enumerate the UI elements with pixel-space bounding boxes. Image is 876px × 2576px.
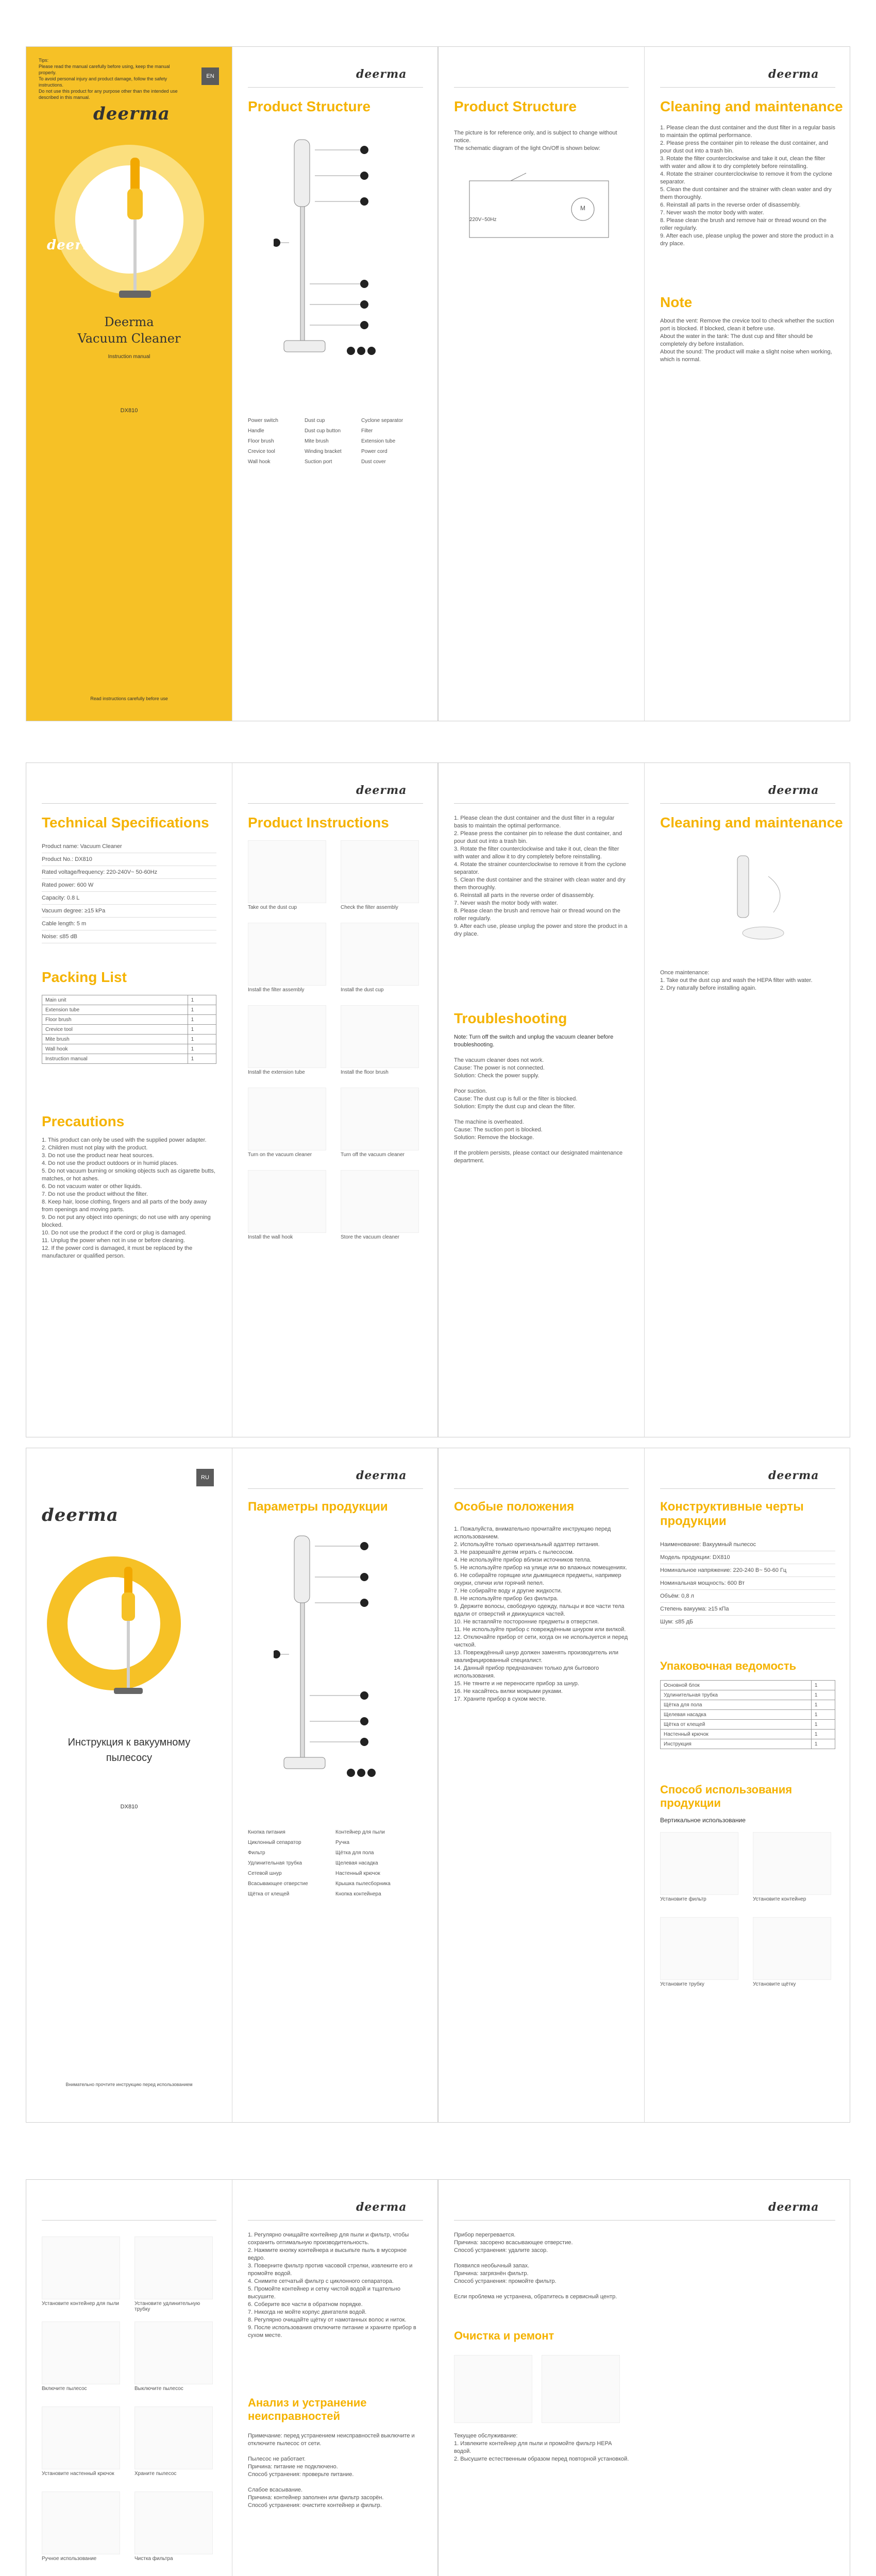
section-title-clean-ru: Очистка и ремонт (454, 2329, 554, 2342)
spec-item: Наименование: Вакуумный пылесос (660, 1538, 835, 1551)
ru-packing-table (660, 1680, 835, 1749)
header-rule (248, 803, 423, 804)
step-figure (134, 2406, 213, 2469)
step-figure (660, 1832, 738, 1895)
header-rule (660, 803, 835, 804)
packing-table (42, 995, 216, 1064)
brand-logo-header: deerma (356, 784, 407, 797)
legend-item: Dust cup button (305, 428, 341, 434)
table-row (42, 1005, 216, 1015)
brand-logo-header: deerma (768, 2200, 819, 2214)
ru-construct-panel (645, 1448, 850, 2122)
legend-item: Фильтр (248, 1850, 265, 1856)
spec-item: Product name: Vacuum Cleaner (42, 840, 216, 853)
section-title-cleaning: Cleaning and maintenance (660, 98, 843, 114)
structure-panel (232, 47, 438, 721)
spec-item: Capacity: 0.8 L (42, 892, 216, 905)
step-caption: Установите трубку (660, 1981, 704, 1987)
cover-title-1: Deerma (104, 315, 154, 329)
table-row (42, 1025, 216, 1035)
header-rule (454, 803, 629, 804)
legend-item: Floor brush (248, 438, 274, 444)
cleaning-body: 1. Please clean the dust container and the dust filter in a regular basis to maintain the optimal performance. 2. Please press the container pin to release the dust container, and pour dust out into a trash bin. 3. Rotate the filter counterclockwise and take it out, clean the filter with water and allow it to dry completely before reinstalling. 4. Rotate the strainer counterclockwise to remove it from the cyclone separator. 5. Clean the dust container and the strainer with clean water and dry them thoroughly. 6. Reinstall all parts in the reverse order of disassembly. 7. Never wash the motor body with water. 8. Please clean the brush and remove hair or thread wound on the roller regularly. 9. After each use, please unplug the power and store the product in a dry place. (660, 125, 835, 247)
step-caption: Install the floor brush (341, 1070, 389, 1075)
step-figure (42, 2492, 120, 2554)
page-en-trouble (438, 762, 850, 1437)
header-rule (454, 2220, 835, 2221)
table-row (42, 1044, 216, 1054)
ru-middle-panel (232, 2180, 438, 2576)
vacuum-illustration (104, 158, 165, 307)
legend-item: Кнопка контейнера (335, 1891, 381, 1897)
cell: 1 (811, 1681, 835, 1690)
cell: Instruction manual (42, 1054, 188, 1064)
step-figure (42, 2321, 120, 2384)
instr-text-panel (439, 763, 645, 1437)
structure2-panel (439, 47, 645, 721)
legend-item: Ручка (335, 1840, 350, 1845)
legend-item: Handle (248, 428, 264, 434)
step-figure (248, 1088, 326, 1150)
cell: Extension tube (42, 1005, 188, 1015)
header-rule (42, 803, 216, 804)
ru-trouble-body: Примечание: перед устранением неисправностей выключите и отключите пылесос от сети. Пылесос не работает. Причина: питание не подключено. Способ устранения: проверьте питание. Слабое всасывание. Причина: контейнер заполнен или фильтр засорён. Способ устранения: очистите контейнер и фильтр. (248, 2433, 415, 2509)
spec-item: Шум: ≤85 дБ (660, 1616, 835, 1629)
legend-item: Power cord (361, 449, 388, 454)
cell: 1 (811, 1730, 835, 1739)
section-title-specs: Technical Specifications (42, 815, 209, 831)
ru-clean-panel (439, 2180, 850, 2576)
legend-item: Wall hook (248, 459, 271, 465)
page-en-cleaning (438, 46, 850, 721)
legend-item: Сетевой шнур (248, 1871, 282, 1876)
table-row (661, 1739, 835, 1749)
cell: 1 (188, 1054, 216, 1064)
cell: Floor brush (42, 1015, 188, 1025)
table-row (42, 1015, 216, 1025)
page-ru-cover (26, 1448, 438, 2123)
step-caption: Turn off the vacuum cleaner (341, 1152, 405, 1158)
troubleshooting-note: Note: Turn off the switch and unplug the vacuum cleaner before troubleshooting. (454, 1034, 614, 1048)
cell: 1 (188, 1025, 216, 1035)
specs-panel (26, 763, 232, 1437)
legend-item: Power switch (248, 418, 278, 423)
brand-logo-header: deerma (356, 67, 407, 81)
ru-cover-panel (26, 1448, 232, 2122)
step-caption: Установите удлинительную трубку (134, 2301, 200, 2312)
cell: 1 (188, 1035, 216, 1044)
spec-item: Noise: ≤85 dB (42, 930, 216, 943)
spec-item: Rated voltage/frequency: 220-240V~ 50-60Hz (42, 866, 216, 879)
clean-figure (542, 2355, 620, 2423)
section-title-trouble-ru: Анализ и устранение неисправностей (248, 2396, 367, 2422)
table-row (42, 995, 216, 1005)
table-row (661, 1720, 835, 1730)
cell: 1 (188, 1005, 216, 1015)
brand-logo: deerma (42, 1505, 119, 1526)
page-ru-steps (26, 2179, 438, 2576)
step-figure (341, 1088, 419, 1150)
legend-item: Winding bracket (305, 449, 342, 454)
cleaning2-panel (645, 763, 850, 1437)
legend-item: Удлинительная трубка (248, 1860, 302, 1866)
legend-item: Настенный крючок (335, 1871, 380, 1876)
cover-model: DX810 (120, 408, 138, 414)
cleaning-text-repeat: 1. Please clean the dust container and the dust filter in a regular basis to maintain the optimal performance. 2. Please press the container pin to release the dust container, and pour dust out into a trash bin. 3. Rotate the filter counterclockwise and take it out, clean the filter with water and allow it to dry completely before reinstalling. 4. Rotate the strainer counterclockwise to remove it from the cyclone separator. 5. Clean the dust container and the strainer with clean water and dry them thoroughly. 6. Reinstall all parts in the reverse order of disassembly. 7. Never wash the motor body with water. 8. Please clean the brush and remove hair or thread wound on the roller regularly. 9. After each use, please unplug the power and store the product in a dry place. (454, 815, 628, 937)
language-badge: EN (201, 67, 219, 85)
step-caption: Install the wall hook (248, 1234, 293, 1240)
step-caption: Включите пылесос (42, 2386, 87, 2392)
legend-item: Dust cup (305, 418, 325, 423)
header-rule (248, 1488, 423, 1489)
cell: 1 (188, 1015, 216, 1025)
legend-item: Контейнер для пыли (335, 1829, 385, 1835)
step-figure (134, 2236, 213, 2299)
step-caption: Установите щётку (753, 1981, 796, 1987)
spec-item: Степень вакуума: ≥15 кПа (660, 1603, 835, 1616)
header-rule (454, 87, 629, 88)
page-ru-special (438, 1448, 850, 2123)
step-caption: Установите контейнер (753, 1896, 806, 1902)
params-diagram (274, 1526, 392, 1814)
legend-item: Крышка пылесборника (335, 1881, 391, 1887)
step-figure (341, 923, 419, 986)
step-figure (341, 1170, 419, 1233)
note-body: About the vent: Remove the crevice tool to check whether the suction port is blocked. If blocked, clean it before use. About the water in the tank: The dust cup and filter should be completely dry before installation. About the sound: The product will make a slight noise when working, which is normal. (660, 318, 834, 363)
spec-item: Номинальная мощность: 600 Вт (660, 1577, 835, 1590)
circuit-motor: M (580, 205, 585, 212)
ru-cover-model: DX810 (120, 1804, 138, 1810)
step-caption: Install the filter assembly (248, 987, 305, 993)
table-row (661, 1710, 835, 1720)
spec-item: Product No.: DX810 (42, 853, 216, 866)
ru-clean-body: Текущее обслуживание: 1. Извлеките контейнер для пыли и промойте фильтр HEPA водой. 2. Высушите естественным образом перед повторной установкой. (454, 2433, 629, 2462)
step-figure (341, 1005, 419, 1068)
section-title-troubleshooting: Troubleshooting (454, 1010, 567, 1026)
cell: Инструкция (661, 1739, 812, 1749)
ru-right-body: Прибор перегревается. Причина: засорено всасывающее отверстие. Способ устранения: удалите засор. Появился необычный запах. Причина: загрязнён фильтр. Способ устранения: промойте фильтр. Если проблема не устранена, обратитесь в сервисный центр. (454, 2232, 617, 2300)
step-caption: Install the dust cup (341, 987, 384, 993)
cell: 1 (811, 1739, 835, 1749)
section-title-precautions: Precautions (42, 1113, 125, 1129)
step-figure (134, 2492, 213, 2554)
clean-figure (454, 2355, 532, 2423)
step-figure (134, 2321, 213, 2384)
legend-item: Crevice tool (248, 449, 275, 454)
legend-item: Extension tube (361, 438, 396, 444)
step-caption: Install the extension tube (248, 1070, 305, 1075)
section-title-ru-packing: Упаковочная ведомость (660, 1659, 797, 1672)
cell: Mite brush (42, 1035, 188, 1044)
legend-item: Щелевая насадка (335, 1860, 378, 1866)
header-rule (248, 87, 423, 88)
step-figure (248, 840, 326, 903)
legend-item: Циклонный сепаратор (248, 1840, 301, 1845)
header-rule (248, 2220, 423, 2221)
step-figure (248, 1170, 326, 1233)
cell: Основной блок (661, 1681, 812, 1690)
instructions-panel (232, 763, 438, 1437)
legend-item: Mite brush (305, 438, 329, 444)
filter-illustration (691, 845, 804, 959)
structure2-body: The picture is for reference only, and is subject to change without notice. The schematic diagram of the light On/Off is shown below: (454, 130, 617, 151)
step-caption: Take out the dust cup (248, 905, 297, 910)
header-rule (454, 1488, 629, 1489)
brand-logo-header: deerma (768, 1469, 819, 1482)
circuit-voltage: 220V~50Hz (469, 217, 497, 223)
step-figure (248, 1005, 326, 1068)
header-rule (42, 2220, 216, 2221)
packing-table-wrap (42, 995, 216, 1064)
specs-list (42, 840, 216, 943)
legend-item: Щётка для пола (335, 1850, 374, 1856)
section-title-structure-2: Product Structure (454, 98, 577, 114)
table-row (661, 1690, 835, 1700)
step-caption: Установите настенный крючок (42, 2471, 114, 2477)
structure-legend (248, 418, 423, 480)
brand-logo-small: deerma (47, 238, 107, 253)
step-caption: Ручное использование (42, 2556, 97, 2562)
step-caption: Check the filter assembly (341, 905, 398, 910)
precautions-body: 1. This product can only be used with the supplied power adapter. 2. Children must not play with the product. 3. Do not use the product near heat sources. 4. Do not use the product outdoors or in humid places. 5. Do not vacuum burning or smoking objects such as cigarette butts, matches, or hot ashes. 6. Do not vacuum water or other liquids. 7. Do not use the product without the filter. 8. Keep hair, loose clothing, fingers and all parts of the body away from openings and moving parts. 9. Do not put any object into openings; do not use with any opening blocked. 10. Do not use the product if the cord or plug is damaged. 11. Unplug the power when not in use or before cleaning. 12. If the power cord is damaged, it must be replaced by the manufacturer or qualified person. (42, 1137, 215, 1259)
step-figure (753, 1832, 831, 1895)
spec-item: Номинальное напряжение: 220-240 В~ 50-60 Гц (660, 1564, 835, 1577)
legend-item: Dust cover (361, 459, 386, 465)
ru-middle-body: 1. Регулярно очищайте контейнер для пыли и фильтр, чтобы сохранить оптимальную производительность. 2. Нажмите кнопку контейнера и высыпьте пыль в мусорное ведро. 3. Поверните фильтр против часовой стрелки, извлеките его и промойте водой. 4. Снимите сетчатый фильтр с циклонного сепаратора. 5. Промойте контейнер и сетку чистой водой и тщательно высушите. 6. Соберите все части в обратном порядке. 7. Никогда не мойте корпус двигателя водой. 8. Регулярно очищайте щётку от намотанных волос и ниток. 9. После использования отключите питание и храните прибор в сухом месте. (248, 2232, 416, 2338)
cover-footer: Read instructions carefully before use (90, 696, 168, 701)
cover-panel (26, 47, 232, 721)
table-row (661, 1730, 835, 1739)
step-figure (42, 2236, 120, 2299)
table-row (42, 1035, 216, 1044)
spec-item: Объём: 0,8 л (660, 1590, 835, 1603)
cell: Wall hook (42, 1044, 188, 1054)
cell: 1 (811, 1710, 835, 1720)
step-figure (248, 923, 326, 986)
cell: Main unit (42, 995, 188, 1005)
spec-item: Rated power: 600 W (42, 879, 216, 892)
step-caption: Установите фильтр (660, 1896, 706, 1902)
step-figure (341, 840, 419, 903)
page-ru-clean (438, 2179, 850, 2576)
language-badge: RU (196, 1469, 214, 1486)
cell: Настенный крючок (661, 1730, 812, 1739)
spec-item: Vacuum degree: ≥15 kPa (42, 905, 216, 918)
cell: 1 (188, 995, 216, 1005)
construct-list (660, 1538, 835, 1629)
step-figure (42, 2406, 120, 2469)
cell: Щелевая насадка (661, 1710, 812, 1720)
section-title-usage: Способ использования продукции (660, 1783, 793, 1809)
troubleshooting-body: The vacuum cleaner does not work. Cause: The power is not connected. Solution: Check the power supply. Poor suction. Cause: The dust cup is full or the filter is blocked. Solution: Empty the dust cup and clean the filter. The machine is overheated. Cause: The suction port is blocked. Solution: Remove the blockage. If the problem persists, please contact our designated maintenance department. (454, 1057, 623, 1164)
step-caption: Установите контейнер для пыли (42, 2301, 119, 2307)
ru-steps-panel (26, 2180, 232, 2576)
cell: Удлинительная трубка (661, 1690, 812, 1700)
section-title-packing: Packing List (42, 969, 127, 985)
params-legend (248, 1829, 423, 1912)
spec-item: Cable length: 5 m (42, 918, 216, 930)
section-title-cleaning-2: Cleaning and maintenance (660, 815, 843, 831)
brand-logo-header: deerma (356, 1469, 407, 1482)
table-row (42, 1054, 216, 1064)
circuit-diagram (459, 165, 624, 253)
table-row (661, 1681, 835, 1690)
legend-item: Всасывающее отверстие (248, 1881, 308, 1887)
ru-packing-wrap (660, 1680, 835, 1749)
ru-special-panel (439, 1448, 645, 2122)
ru-cover-title-1: Инструкция к вакуумному (68, 1737, 191, 1748)
page-en-specs (26, 762, 438, 1437)
vacuum-illustration (104, 1567, 155, 1706)
special-body: 1. Пожалуйста, внимательно прочитайте инструкцию перед использованием. 2. Используйте только оригинальный адаптер питания. 3. Не разрешайте детям играть с пылесосом. 4. Не используйте прибор вблизи источников тепла. 5. Не используйте прибор на улице или во влажных помещениях. 6. Не собирайте горящие или дымящиеся предметы, например окурки, спички или горячий пепел. 7. Не собирайте воду и другие жидкости. 8. Не используйте прибор без фильтра. 9. Держите волосы, свободную одежду, пальцы и все части тела вдали от отверстий и движущихся частей. 10. Не вставляйте посторонние предметы в отверстия. 11. Не используйте прибор с повреждённым шнуром или вилкой. 12. Отключайте прибор от сети, когда он не используется и перед чисткой. 13. Повреждённый шнур должен заменять производитель или квалифицированный специалист. 14. Данный прибор предназначен только для бытового использования. 15. Не тяните и не переносите прибор за шнур. 16. Не касайтесь вилки мокрыми руками. 17. Храните прибор в сухом месте. (454, 1526, 628, 1702)
legend-item: Щётка от клещей (248, 1891, 290, 1897)
section-title-construct: Конструктивные черты продукции (660, 1500, 804, 1528)
cleaning-panel (645, 47, 850, 721)
brand-logo: deerma (93, 104, 170, 124)
cell: Щётка от клещей (661, 1720, 812, 1730)
section-title-params: Параметры продукции (248, 1500, 388, 1514)
ru-cover-title-2: пылесосу (106, 1752, 153, 1764)
cleaning2-body: Once maintenance: 1. Take out the dust cup and wash the HEPA filter with water. 2. Dry naturally before installing again. (660, 970, 813, 991)
section-title-special: Особые положения (454, 1500, 575, 1514)
usage-subtitle: Вертикальное использование (660, 1817, 746, 1824)
step-caption: Храните пылесос (134, 2471, 177, 2477)
step-caption: Выключите пылесос (134, 2386, 183, 2392)
table-row (661, 1700, 835, 1710)
legend-item: Filter (361, 428, 373, 434)
legend-item: Кнопка питания (248, 1829, 285, 1835)
header-rule (660, 87, 835, 88)
cover-warning: Tips: Please read the manual carefully before using, keep the manual properly. To avoid personal injury and product damage, follow the safety instructions. Do not use this product for any purpose other than the intended use described in this manual. (39, 58, 178, 100)
section-title-instructions: Product Instructions (248, 815, 389, 831)
cell: 1 (811, 1690, 835, 1700)
brand-logo-header: deerma (356, 2200, 407, 2214)
step-figure (753, 1917, 831, 1980)
legend-item: Suction port (305, 459, 332, 465)
section-title-structure: Product Structure (248, 98, 371, 114)
cover-subtitle: Instruction manual (108, 354, 150, 360)
cell: 1 (811, 1720, 835, 1730)
cell: 1 (811, 1700, 835, 1710)
ru-cover-footer: Внимательно прочтите инструкцию перед использованием (65, 2082, 193, 2087)
step-caption: Чистка фильтра (134, 2556, 173, 2562)
spec-item: Модель продукции: DX810 (660, 1551, 835, 1564)
ru-params-panel (232, 1448, 438, 2122)
cover-title-2: Vacuum Cleaner (77, 331, 181, 346)
legend-item: Cyclone separator (361, 418, 403, 423)
brand-logo-header: deerma (768, 67, 819, 81)
step-figure (660, 1917, 738, 1980)
step-caption: Store the vacuum cleaner (341, 1234, 399, 1240)
cell: 1 (188, 1044, 216, 1054)
page-en-cover (26, 46, 438, 721)
section-title-note: Note (660, 294, 693, 310)
structure-diagram (274, 129, 392, 397)
header-rule (660, 1488, 835, 1489)
brand-logo-header: deerma (768, 784, 819, 797)
cell: Щётка для пола (661, 1700, 812, 1710)
cell: Crevice tool (42, 1025, 188, 1035)
step-caption: Turn on the vacuum cleaner (248, 1152, 312, 1158)
